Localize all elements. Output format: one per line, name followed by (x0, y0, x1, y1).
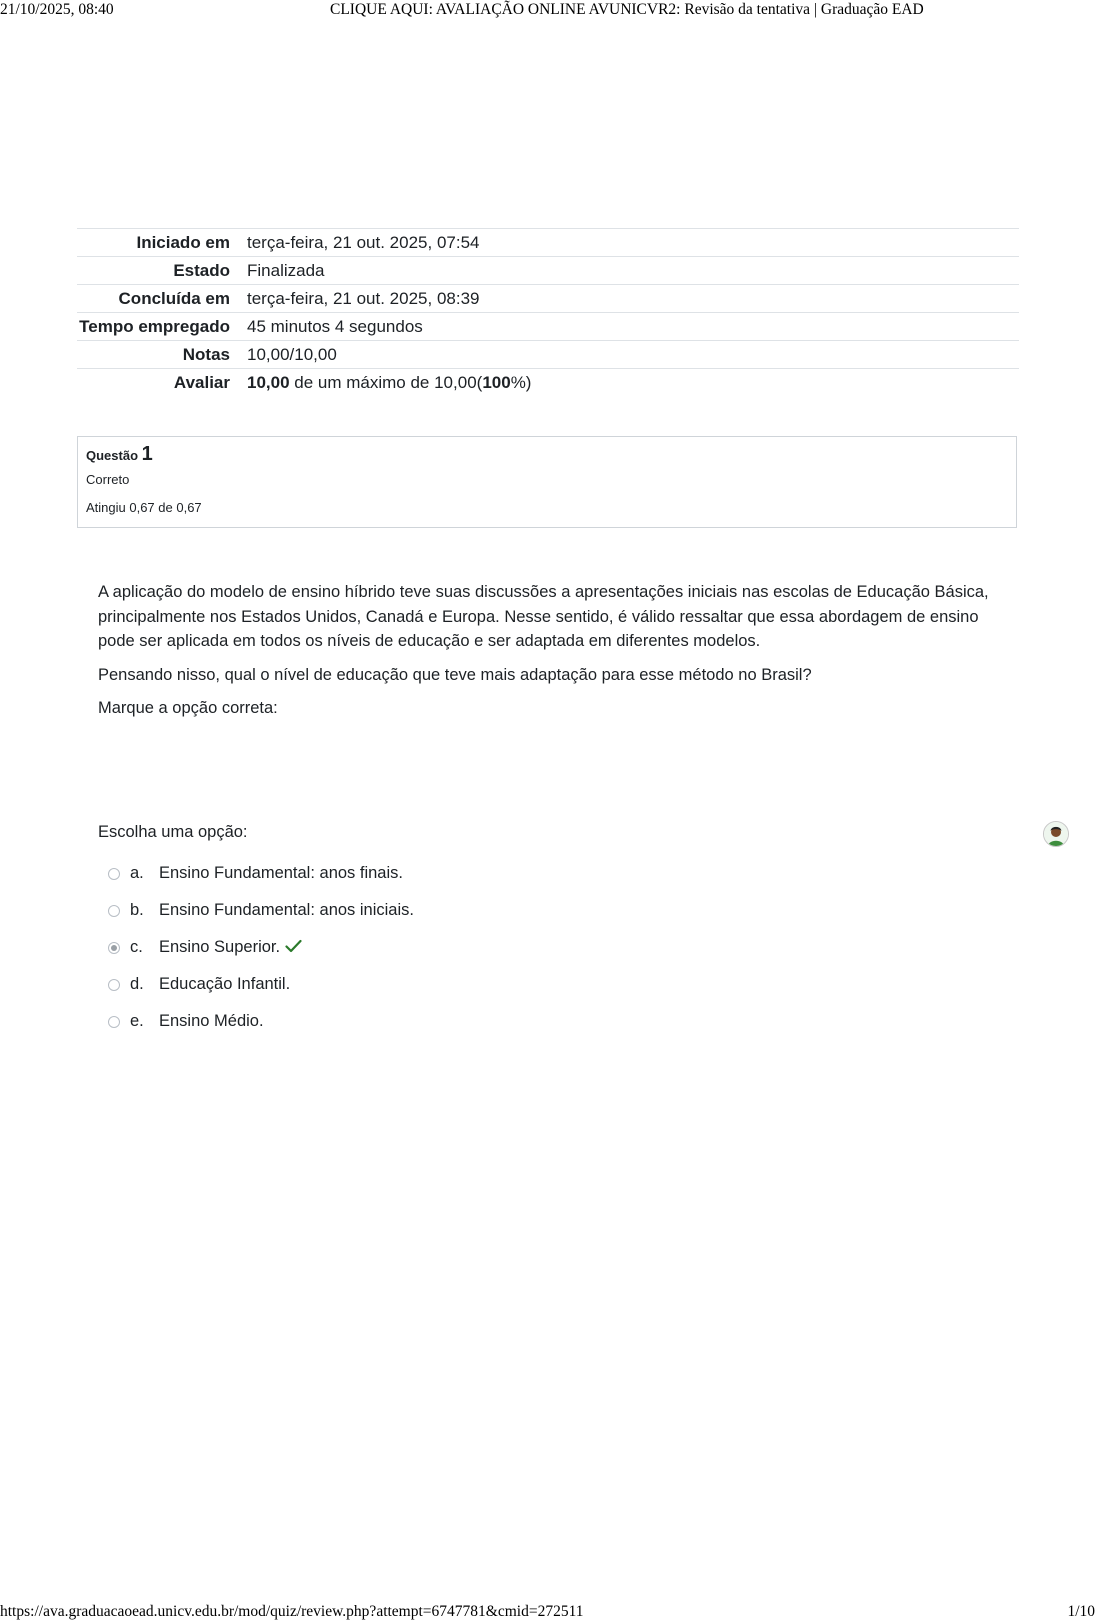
question-label: Questão (86, 448, 139, 463)
question-text (98, 580, 998, 730)
summary-label: Iniciado em (136, 233, 230, 252)
radio-button[interactable] (108, 905, 120, 917)
option-text: Educação Infantil. (159, 975, 291, 993)
option-letter: d. (130, 975, 144, 993)
answer-option-d[interactable] (108, 966, 414, 1003)
summary-value: 10,00/10,00 (247, 345, 337, 364)
option-letter: c. (130, 938, 143, 956)
attempt-summary-table (77, 228, 1019, 396)
print-footer (0, 1602, 1095, 1622)
print-header (0, 0, 1095, 20)
answer-prompt: Escolha uma opção: (98, 823, 248, 841)
grade-percent: 100 (482, 373, 511, 392)
summary-label: Estado (173, 261, 230, 280)
summary-label: Concluída em (118, 289, 230, 308)
option-letter: b. (130, 901, 144, 919)
grade-text: de um máximo de 10,00( (289, 373, 483, 392)
answer-option-e[interactable] (108, 1003, 414, 1040)
question-grade: Atingiu 0,67 de 0,67 (86, 500, 202, 515)
grade-value: 10,00 (247, 373, 290, 392)
print-date: 21/10/2025, 08:40 (0, 1, 114, 18)
summary-value: terça-feira, 21 out. 2025, 07:54 (247, 233, 480, 252)
radio-button-selected[interactable] (108, 942, 120, 954)
summary-label: Avaliar (173, 373, 230, 392)
summary-row-marks (77, 341, 1019, 369)
print-page-number: 1/10 (1067, 1603, 1095, 1620)
option-text: Ensino Médio. (159, 1012, 264, 1030)
question-paragraph: Pensando nisso, qual o nível de educação que teve mais adaptação para esse método no Brasil? (98, 665, 812, 684)
summary-row-completed (77, 285, 1019, 313)
answer-option-a[interactable] (108, 855, 414, 892)
summary-label: Notas (182, 345, 230, 364)
summary-value: Finalizada (247, 261, 325, 280)
summary-value: 45 minutos 4 segundos (247, 317, 423, 336)
answer-options (108, 855, 414, 1040)
option-text: Ensino Fundamental: anos finais. (159, 864, 403, 882)
summary-row-state (77, 257, 1019, 285)
option-text: Ensino Superior. (159, 938, 281, 956)
summary-value (230, 369, 531, 396)
summary-row-grade (77, 369, 1019, 396)
assistant-avatar-icon[interactable] (1043, 821, 1069, 847)
radio-button[interactable] (108, 868, 120, 880)
question-paragraph: A aplicação do modelo de ensino híbrido teve suas discussões a apresentações iniciais nas escolas de Educação Básica, principalmente nos Estados Unidos, Canadá e Europa. Nesse sentido, é válido ressaltar que essa abordagem de ensino pode ser aplicada em todos os níveis de educação e ser adaptada em diferentes modelos. (98, 583, 989, 650)
question-number (86, 443, 1008, 467)
option-letter: e. (130, 1012, 144, 1030)
grade-text-end: %) (510, 373, 532, 392)
question-info-box (77, 436, 1017, 528)
summary-row-time-taken (77, 313, 1019, 341)
answer-option-c[interactable] (108, 929, 414, 966)
option-text: Ensino Fundamental: anos iniciais. (159, 901, 414, 919)
print-url: https://ava.graduacaoead.unicv.edu.br/mod/quiz/review.php?attempt=6747781&cmid=272511 (0, 1603, 584, 1620)
summary-value: terça-feira, 21 out. 2025, 08:39 (247, 289, 480, 308)
print-page-title: CLIQUE AQUI: AVALIAÇÃO ONLINE AVUNICVR2: Revisão da tentativa | Graduação EAD (330, 1, 924, 18)
question-state: Correto (86, 472, 130, 487)
checkmark-icon (285, 938, 302, 958)
option-letter: a. (130, 864, 144, 882)
radio-button[interactable] (108, 1016, 120, 1028)
summary-row-started (77, 229, 1019, 257)
radio-button[interactable] (108, 979, 120, 991)
question-paragraph: Marque a opção correta: (98, 699, 278, 717)
answer-option-b[interactable] (108, 892, 414, 929)
question-number-value: 1 (141, 443, 153, 465)
summary-label: Tempo empregado (79, 317, 230, 336)
